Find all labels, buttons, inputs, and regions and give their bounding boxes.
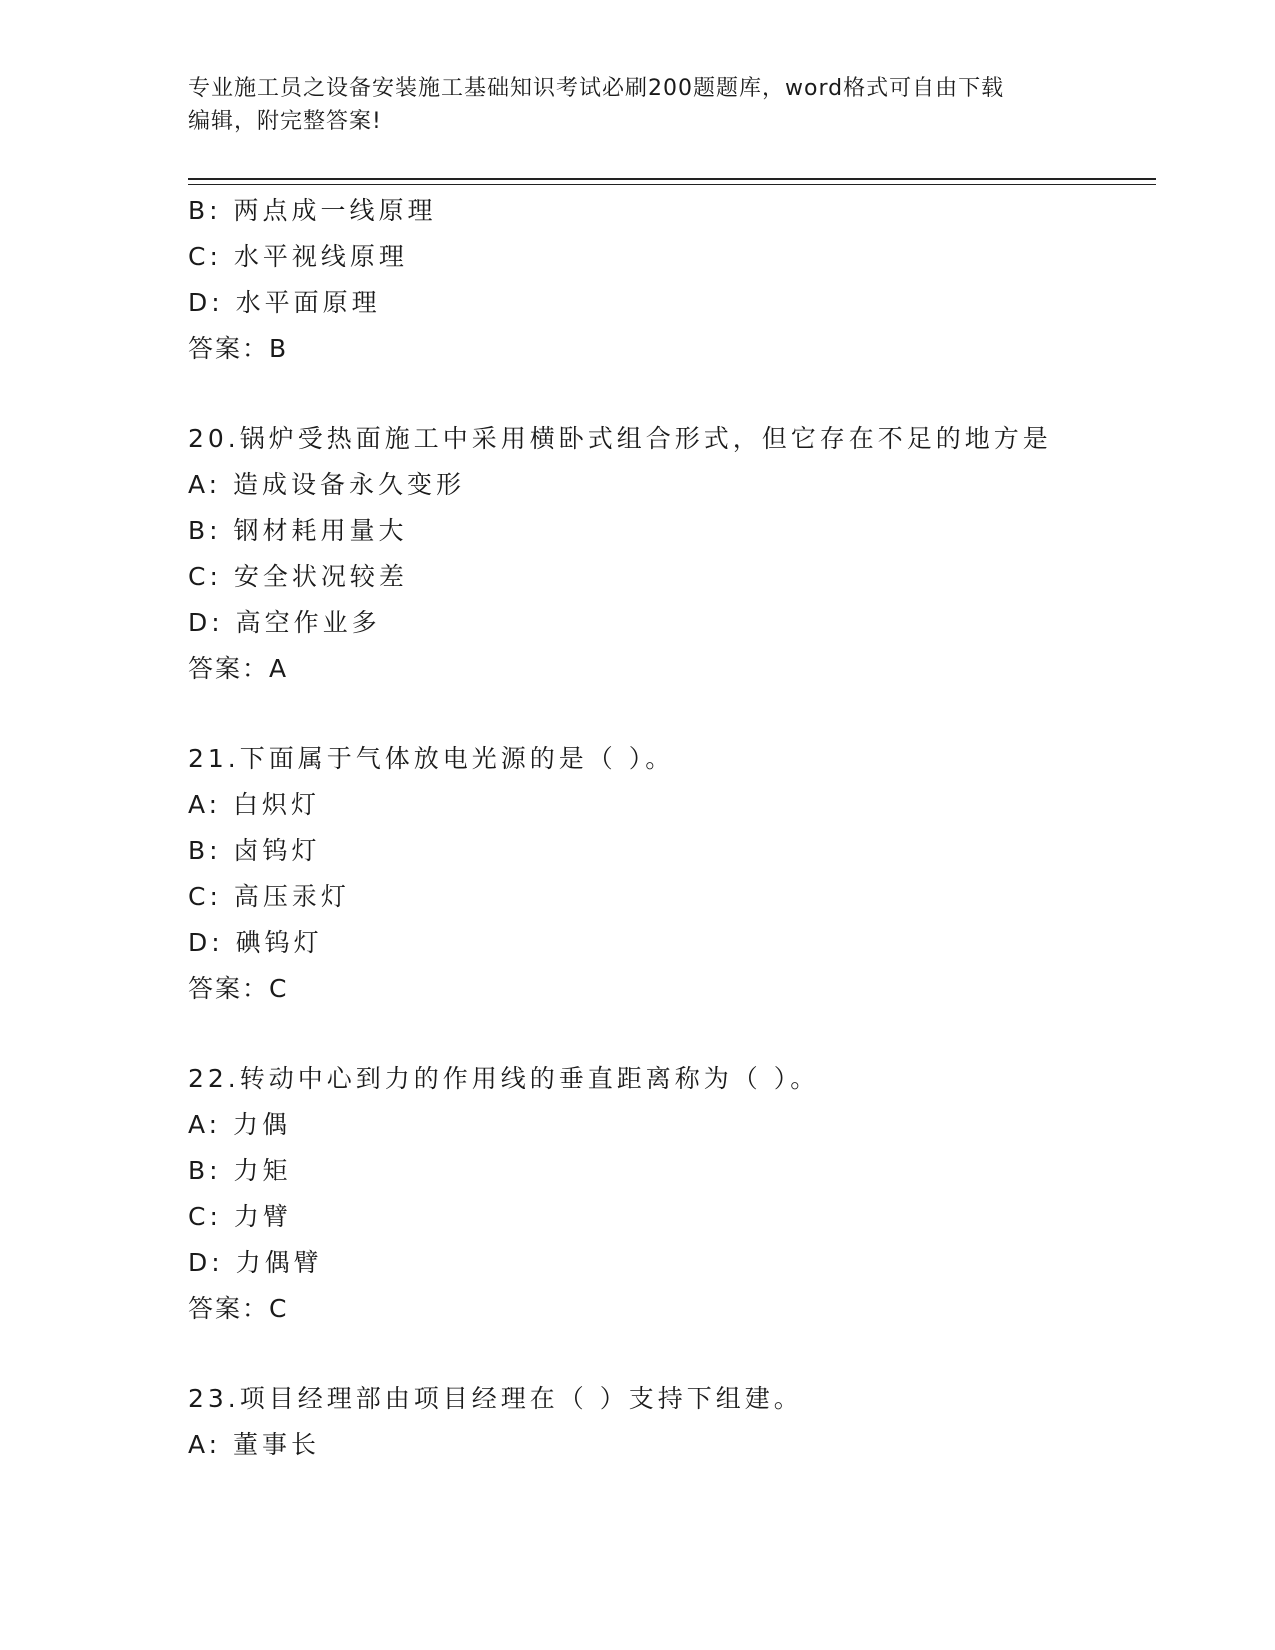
header-divider-thin xyxy=(188,184,1156,185)
option-a: A: 白炽灯 xyxy=(188,790,321,819)
option-d: D: 水平面原理 xyxy=(188,288,381,317)
option-b: B: 力矩 xyxy=(188,1156,292,1185)
question-text: 21.下面属于气体放电光源的是（ ）。 xyxy=(188,744,675,773)
option-a: A: 董事长 xyxy=(188,1430,321,1459)
question-block-21 xyxy=(188,736,1156,1012)
block-spacer xyxy=(188,1012,1156,1056)
option-c: C: 安全状况较差 xyxy=(188,562,408,591)
question-text: 22.转动中心到力的作用线的垂直距离称为（ ）。 xyxy=(188,1064,820,1093)
option-d: D: 碘钨灯 xyxy=(188,928,323,957)
answer-line: 答案：C xyxy=(188,1294,289,1323)
block-spacer xyxy=(188,372,1156,416)
option-b: B: 卤钨灯 xyxy=(188,836,321,865)
answer-line: 答案：A xyxy=(188,654,289,683)
option-d: D: 力偶臂 xyxy=(188,1248,323,1277)
header-title-line-2: 编辑，附完整答案! xyxy=(188,109,382,134)
document-header xyxy=(188,72,1088,138)
answer-line: 答案：C xyxy=(188,974,289,1003)
answer-line: 答案：B xyxy=(188,334,289,363)
block-spacer xyxy=(188,692,1156,736)
header-divider-thick xyxy=(188,178,1156,180)
option-a: A: 力偶 xyxy=(188,1110,292,1139)
block-spacer xyxy=(188,1332,1156,1376)
option-c: C: 高压汞灯 xyxy=(188,882,350,911)
option-c: C: 水平视线原理 xyxy=(188,242,408,271)
question-block-22 xyxy=(188,1056,1156,1332)
question-list xyxy=(188,188,1156,1468)
option-b: B: 钢材耗用量大 xyxy=(188,516,408,545)
question-text: 20.锅炉受热面施工中采用横卧式组合形式，但它存在不足的地方是 xyxy=(188,424,1052,453)
question-block-23 xyxy=(188,1376,1156,1468)
question-block-19 xyxy=(188,188,1156,372)
question-block-20 xyxy=(188,416,1156,692)
header-title-line-1: 专业施工员之设备安装施工基础知识考试必刷200题题库，word格式可自由下载 xyxy=(188,76,1005,101)
option-c: C: 力臂 xyxy=(188,1202,292,1231)
option-a: A: 造成设备永久变形 xyxy=(188,470,466,499)
option-d: D: 高空作业多 xyxy=(188,608,381,637)
question-text: 23.项目经理部由项目经理在（ ）支持下组建。 xyxy=(188,1384,803,1413)
option-b: B: 两点成一线原理 xyxy=(188,196,437,225)
